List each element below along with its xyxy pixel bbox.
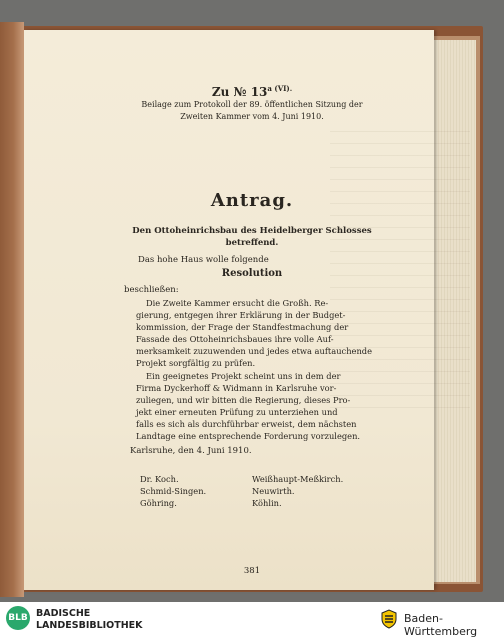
signature-left: Göhring. [140,498,177,508]
body-line: zuliegen, und wir bitten die Regierung, dieses Pro- [136,395,351,405]
blb-logo-icon[interactable]: BLB [6,606,30,630]
bleed-through-text [330,120,480,540]
resolution-heading: Resolution [221,268,283,279]
page-number: 381 [243,566,261,576]
body-line: Landtage eine entsprechende Forderung vorzulegen. [136,431,361,441]
signature-left: Dr. Koch. [140,474,179,484]
signature-right: Köhlin. [252,498,282,508]
body-line: Fassade des Ottoheinrichsbaues ihre volle Auf- [136,334,334,344]
body-line: merksamkeit zuzuwenden und jedes etwa auftauchende [136,346,373,356]
resolve-label: beschließen: [124,285,179,295]
document-number: Zu № $13^{a (VI).}$ [211,84,293,99]
date-line: Karlsruhe, den 4. Juni 1910. [130,446,252,456]
subject-line-1: Den Ottoheinrichsbau des Heidelberger Schlosses [132,226,372,236]
body-line: Firma Dyckerhoff & Widmann in Karlsruhe vor- [136,383,337,393]
body-line: gierung, entgegen ihrer Erklärung in der Budget- [136,310,346,320]
footer-bar [0,602,504,636]
subject-line-2: betreffend. [225,238,279,248]
signature-left: Schmid-Singen. [140,486,207,496]
supplement-line-1: Beilage zum Protokoll der 89. öffentlichen Sitzung der [141,100,363,109]
document-title: Antrag. [210,190,294,211]
library-name-line-2[interactable]: LANDESBIBLIOTHEK [36,620,143,631]
supplement-line-2: Zweiten Kammer vom 4. Juni 1910. [180,112,324,121]
body-line: Projekt sorgfältig zu prüfen. [136,358,256,368]
body-line: jekt einer erneuten Prüfung zu unterziehen und [136,407,338,417]
body-line: Die Zweite Kammer ersucht die Großh. Re- [146,298,329,308]
library-name-line-1[interactable]: BADISCHE [36,608,91,619]
baden-wuerttemberg-emblem-icon [380,609,398,629]
document-number-note: a (VI). [267,84,293,93]
body-line: falls es sich als durchführbar erweist, dem nächsten [136,419,357,429]
signature-right: Weißhaupt-Meßkirch. [252,474,344,484]
intro-text: Das hohe Haus wolle folgende [138,255,269,265]
signature-right: Neuwirth. [252,486,295,496]
body-line: kommission, der Frage der Standfestmachung der [136,322,349,332]
body-line: Ein geeignetes Projekt scheint uns in dem der [146,371,341,381]
state-name[interactable]: Baden-Württemberg [404,612,478,638]
